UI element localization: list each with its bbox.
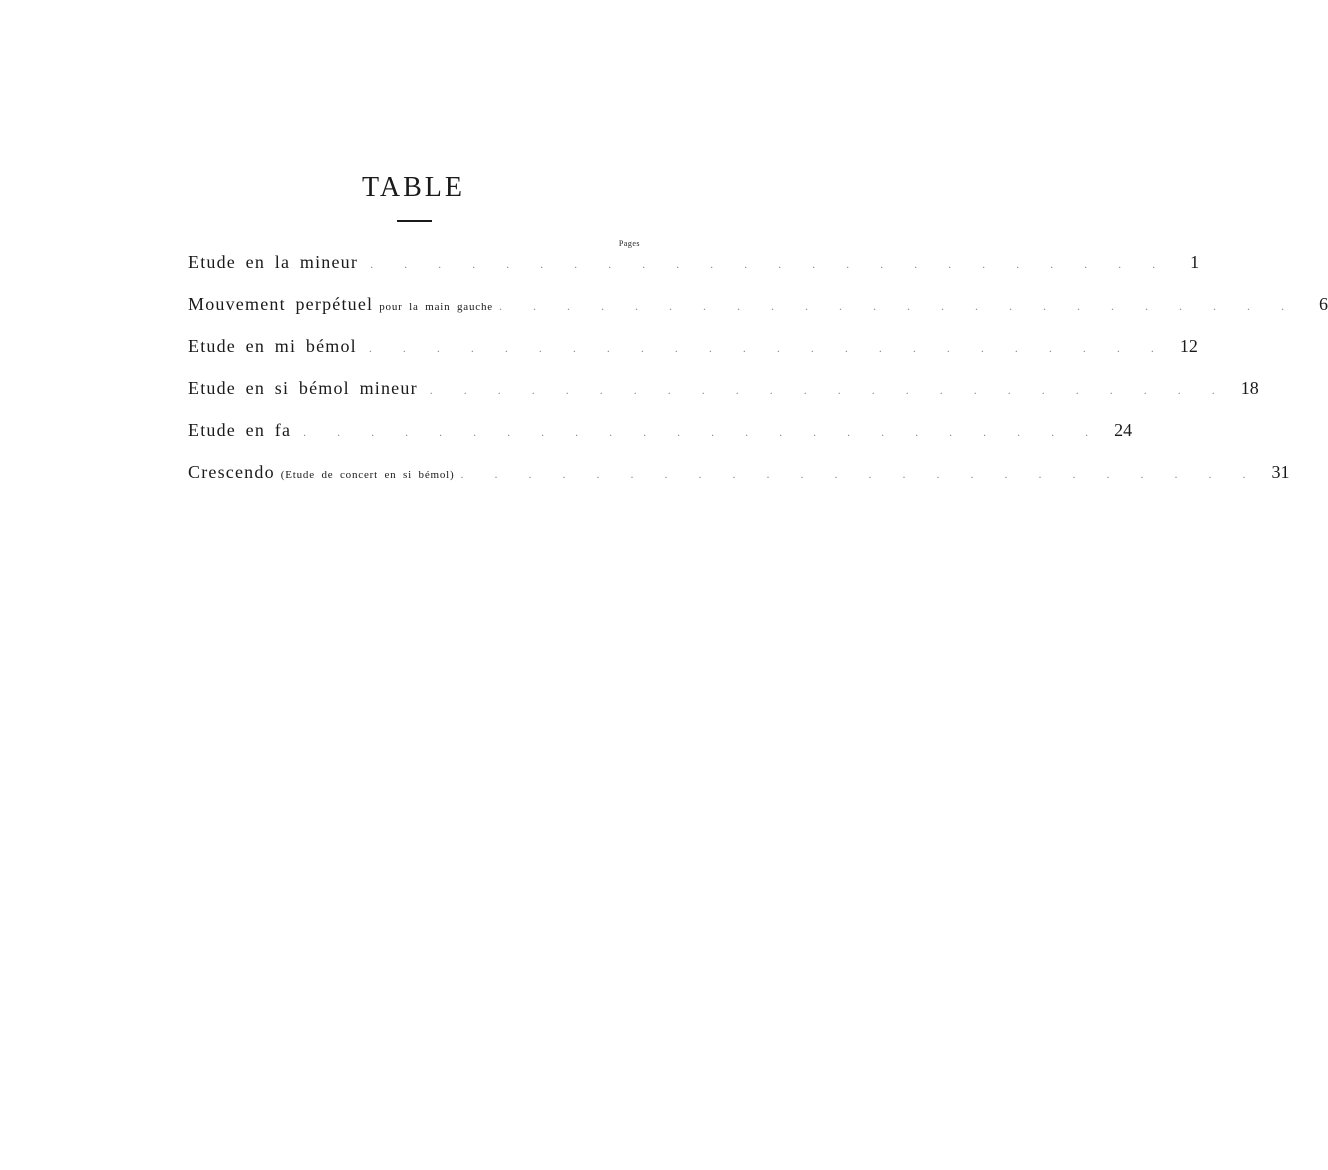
- toc-entry-page: 12: [1179, 336, 1198, 356]
- pages-column-label: Pages: [618, 239, 640, 248]
- dot-leader: . . . . . . . . . . . . . . . . . . . . . . . .: [498, 299, 1298, 313]
- dot-leader: . . . . . . . . . . . . . . . . . . . . . . . .: [429, 383, 1229, 397]
- toc-entry-subtitle: pour la main gauche: [379, 301, 493, 313]
- toc-entry-page: 1: [1190, 252, 1200, 272]
- toc-entry-title: Etude en fa: [188, 420, 292, 440]
- dot-leader: . . . . . . . . . . . . . . . . . . . . . . . .: [370, 257, 1170, 271]
- toc-entry-page: 24: [1114, 420, 1133, 440]
- toc-entry[interactable]: [188, 378, 1259, 420]
- toc-entry[interactable]: [188, 294, 1328, 336]
- page-title: TABLE: [362, 172, 465, 203]
- toc-entry-title: Mouvement perpétuel: [188, 294, 374, 314]
- toc-entry-page: 18: [1240, 378, 1259, 398]
- toc-entry-page: 31: [1271, 462, 1290, 482]
- toc-entry[interactable]: [188, 462, 1290, 504]
- toc-entry-title: Crescendo: [188, 462, 275, 482]
- toc-entry[interactable]: [188, 420, 1133, 462]
- toc-entry[interactable]: [188, 252, 1200, 294]
- dot-leader: . . . . . . . . . . . . . . . . . . . . . . . .: [460, 467, 1260, 481]
- toc-entry-page: 6: [1318, 294, 1328, 314]
- table-of-contents: [188, 252, 1328, 504]
- title-underline: [397, 220, 432, 222]
- toc-entry-title: Etude en la mineur: [188, 252, 359, 272]
- toc-entry[interactable]: [188, 336, 1198, 378]
- toc-entry-subtitle: (Etude de concert en si bémol): [280, 469, 455, 481]
- toc-entry-title: Etude en si bémol mineur: [188, 378, 418, 398]
- dot-leader: . . . . . . . . . . . . . . . . . . . . . . . .: [303, 425, 1103, 439]
- dot-leader: . . . . . . . . . . . . . . . . . . . . . . . .: [368, 341, 1168, 355]
- toc-entry-title: Etude en mi bémol: [188, 336, 357, 356]
